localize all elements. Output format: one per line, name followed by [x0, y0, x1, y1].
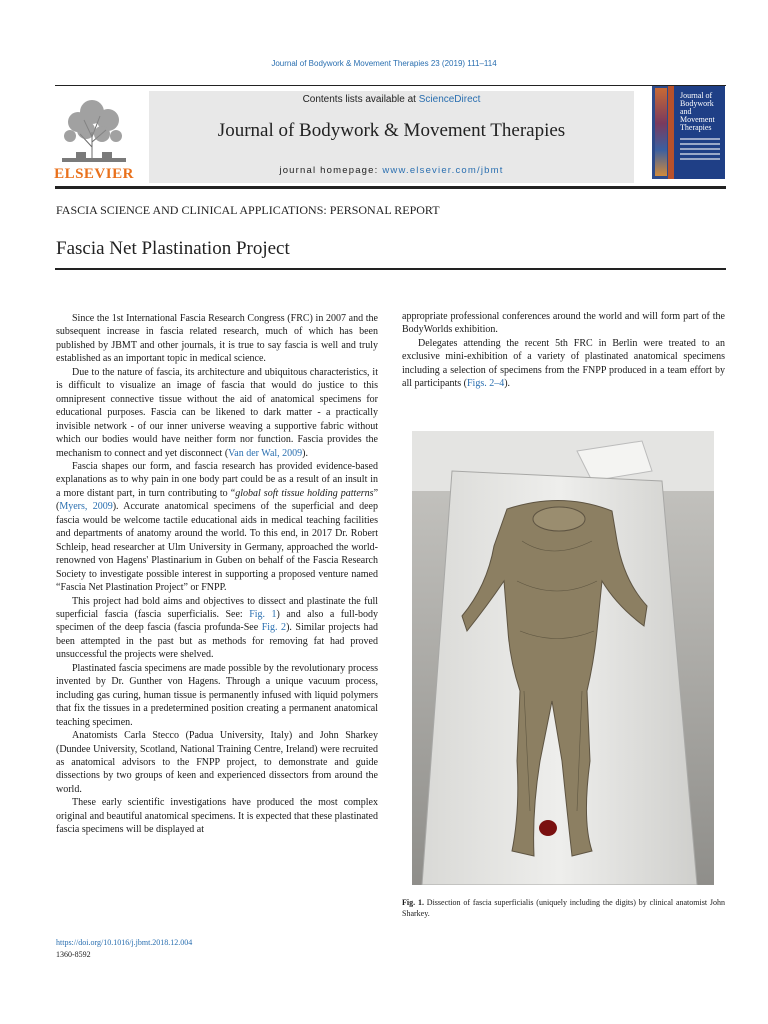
masthead-rule	[55, 186, 726, 189]
article-title: Fascia Net Plastination Project	[56, 238, 290, 259]
journal-cover-thumbnail[interactable]	[652, 86, 725, 179]
cover-text-lines	[680, 138, 720, 163]
figure-1-photo[interactable]	[412, 431, 714, 885]
text: ) and also a full-body specimen of the deep fascia (fascia profunda-See	[56, 608, 378, 634]
issn: 1360-8592	[56, 950, 91, 959]
text: Fascia shapes our form, and fascia research has provided evidence-based explanations as to why pain in one body part could be as a result of an insult in a more distant part, in turn contributing to “	[56, 460, 378, 499]
title-rule	[55, 268, 726, 270]
contents-line	[149, 94, 634, 105]
paragraph-1: Since the 1st International Fascia Research Congress (FRC) in 2007 and the subsequent increase in fascia related research, much of which has been published by JBMT and other journals, it is true to say fascia is well and truly established as an important topic in medical science.	[56, 313, 378, 365]
caption-text: Dissection of fascia superficialis (uniquely including the digits) by clinical anatomist John Sharkey.	[402, 898, 726, 918]
homepage-line	[149, 165, 634, 176]
text: ). Accurate anatomical specimens of the superficial and deep fascia would be welcome tactile educational aids in medical teaching facilities and departments of anatomy around the world. To this end, in 2017 Dr. Robert Schleip, head researcher at Ulm University in Germany, approached the world-renowned von Hagens' Plastinarium in Guben on behalf of the Fascia Research Society to investigate possible interest in supporting a proposed venture named “Fascia Net Plastination Project” or FNPP.	[56, 501, 378, 594]
cover-artwork	[655, 88, 667, 176]
ref-fig-2[interactable]: Fig. 2	[261, 622, 287, 634]
ref-figs-2-4[interactable]: Figs. 2–4	[466, 378, 505, 390]
paragraph-9	[402, 337, 725, 391]
body-column-right	[402, 310, 725, 391]
ref-myers[interactable]: Myers, 2009	[59, 501, 113, 513]
journal-masthead	[149, 91, 634, 183]
doi-link[interactable]: https://doi.org/10.1016/j.jbmt.2018.12.004	[56, 938, 193, 947]
specimen-photo	[412, 431, 714, 885]
text: This project had bold aims and objectives to dissect and plastinate the full superficial fascia (fascia superficialis. See:	[56, 595, 378, 620]
article-section: FASCIA SCIENCE AND CLINICAL APPLICATIONS: PERSONAL REPORT	[56, 203, 440, 217]
homepage-link[interactable]: www.elsevier.com/jbmt	[382, 165, 504, 176]
ref-van-der-wal[interactable]: Van der Wal, 2009	[228, 447, 303, 459]
elsevier-wordmark: ELSEVIER	[54, 166, 134, 182]
paragraph-3	[56, 460, 378, 595]
paragraph-5: Plastinated fascia specimens are made possible by the revolutionary process invented by Dr. Gunther von Hagens. Through a unique vacuum process, including gas curing, human tissue is permanently infused with liquid polymers that fix the tissues in a predetermined position creating a permanent anatomical teaching specimen.	[56, 662, 378, 728]
journal-citation[interactable]: Journal of Bodywork & Movement Therapies 23 (2019) 111–114	[271, 59, 497, 68]
contents-prefix: Contents lists available at	[302, 94, 419, 105]
cover-title: Journal of Bodywork and Movement Therapies	[680, 91, 715, 132]
paragraph-6: Anatomists Carla Stecco (Padua University, Italy) and John Sharkey (Dundee University, Scotland, National Training Centre, Ireland) were recruited as anatomical advisors to the FNPP project, to demonstrate and guide dissections by two groups of keen and experienced dissectors from around the world.	[56, 730, 378, 795]
paragraph-2	[56, 366, 378, 460]
figure-1-caption	[402, 897, 725, 919]
text: Due to the nature of fascia, its architecture and ubiquitous characteristics, it is difficult to visualize an image of fascia that would do justice to this omnipresent connective tissue without the aid of anatomical specimens for educational purposes. Fascia can be likened to dark matter - a practically invisible network - of our inner universe weaving a supportive fabric without which our bodies would have neither form nor function. Fascia provides the mechanism to connect and yet disconnect (	[56, 366, 378, 459]
journal-title: Journal of Bodywork & Movement Therapies	[217, 120, 566, 141]
text: Delegates attending the recent 5th FRC in Berlin were treated to an exclusive mini-exhibition of a variety of plastinated anatomical specimens including a selection of specimens from the FNPP produced in a team effort by all participants (	[402, 337, 725, 390]
text: ).	[504, 378, 511, 390]
text: ).	[302, 447, 309, 459]
paragraph-4	[56, 595, 378, 662]
header-rule	[55, 85, 726, 86]
paragraph-7: These early scientific investigations have produced the most complex original and beautiful anatomical specimens. It is expected that these plastinated fascia specimens will be displayed at	[56, 797, 378, 836]
body-column-left	[56, 312, 378, 837]
ref-fig-1[interactable]: Fig. 1	[249, 608, 277, 620]
text: ). Similar projects had been attempted in the past but as methods for removing fat had proved unsuccessful the projects were shelved.	[56, 622, 379, 661]
sciencedirect-link[interactable]: ScienceDirect	[418, 94, 481, 105]
emphasis: global soft tissue holding patterns	[235, 487, 374, 499]
text: ” (	[56, 487, 379, 513]
caption-label: Fig. 1.	[402, 898, 424, 907]
homepage-prefix: journal homepage:	[279, 165, 383, 176]
paragraph-8: appropriate professional conferences around the world and will form part of the BodyWorlds exhibition.	[402, 311, 725, 336]
